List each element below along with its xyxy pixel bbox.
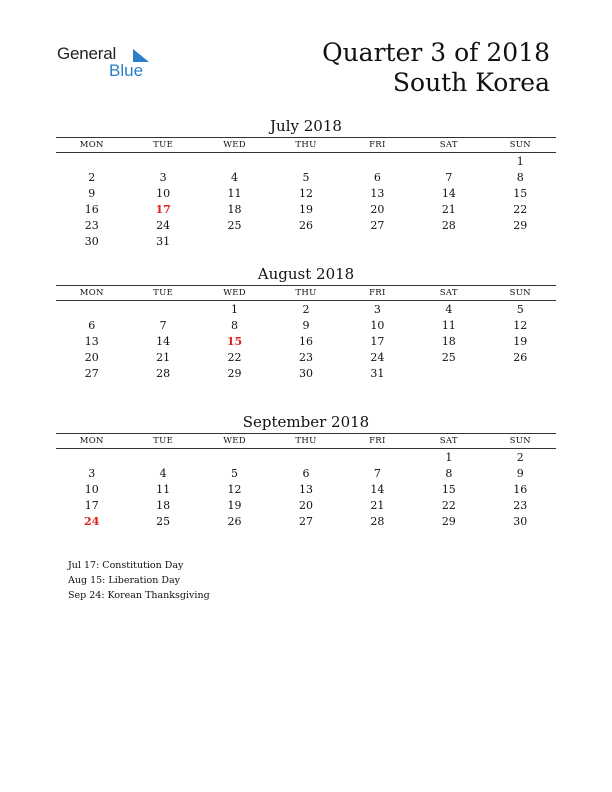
day-cell: 23 [298, 351, 313, 364]
title-country: South Korea [392, 68, 550, 97]
day-cell: 13 [370, 187, 385, 200]
day-cell: 16 [513, 483, 528, 496]
day-cell: 29 [441, 515, 456, 528]
weekday-header [56, 137, 556, 153]
empty-day-cell [342, 450, 413, 466]
holiday-note: Aug 15: Liberation Day [68, 575, 181, 586]
day-cell: 31 [370, 367, 385, 380]
day-cell: 16 [84, 203, 99, 216]
month-title: July 2018 [270, 117, 342, 135]
weekday-label: SUN [509, 288, 531, 298]
day-cell: 30 [513, 515, 528, 528]
week-row [56, 186, 556, 202]
weekday-label: SUN [509, 436, 531, 446]
empty-day-cell [270, 450, 341, 466]
page-title [322, 38, 550, 98]
empty-day-cell [342, 154, 413, 170]
day-cell: 11 [156, 483, 171, 496]
day-cell: 19 [227, 499, 242, 512]
day-cell: 20 [84, 351, 99, 364]
weekday-label: WED [223, 140, 246, 150]
weekday-header [56, 433, 556, 449]
day-cell: 17 [370, 335, 385, 348]
empty-day-cell [127, 154, 198, 170]
empty-day-cell [199, 234, 270, 250]
empty-day-cell [56, 154, 127, 170]
day-cell: 13 [298, 483, 313, 496]
empty-day-cell [485, 234, 556, 250]
day-cell: 6 [373, 171, 381, 184]
day-cell: 25 [156, 515, 171, 528]
month-title: September 2018 [242, 413, 370, 431]
day-cell: 2 [88, 171, 96, 184]
weekday-label: THU [295, 288, 317, 298]
day-cell: 9 [516, 467, 524, 480]
day-cell: 4 [159, 467, 167, 480]
week-row [56, 482, 556, 498]
day-cell: 28 [370, 515, 385, 528]
month-title: August 2018 [257, 265, 355, 283]
empty-day-cell [413, 366, 484, 382]
day-cell: 26 [227, 515, 242, 528]
day-cell: 10 [84, 483, 99, 496]
empty-day-cell [56, 450, 127, 466]
weekday-label: THU [295, 436, 317, 446]
holiday-day-cell: 24 [84, 515, 100, 528]
day-cell: 4 [231, 171, 239, 184]
day-cell: 28 [441, 219, 456, 232]
day-cell: 22 [441, 499, 456, 512]
day-cell: 8 [445, 467, 453, 480]
day-cell: 11 [441, 319, 456, 332]
week-row [56, 218, 556, 234]
day-cell: 20 [370, 203, 385, 216]
day-cell: 5 [231, 467, 239, 480]
week-row [56, 366, 556, 382]
day-cell: 15 [513, 187, 528, 200]
logo-general-text: General [57, 44, 117, 63]
weekday-label: SAT [439, 436, 458, 446]
day-cell: 3 [373, 303, 381, 316]
day-cell: 7 [445, 171, 453, 184]
day-cell: 1 [516, 155, 524, 168]
day-cell: 18 [441, 335, 456, 348]
day-cell: 25 [441, 351, 456, 364]
day-cell: 9 [88, 187, 96, 200]
day-cell: 1 [445, 451, 453, 464]
day-cell: 21 [441, 203, 456, 216]
week-row [56, 234, 556, 250]
day-cell: 9 [302, 319, 310, 332]
weekday-label: TUE [153, 436, 174, 446]
day-cell: 19 [513, 335, 528, 348]
day-cell: 2 [302, 303, 310, 316]
title-quarter: Quarter 3 of 2018 [322, 38, 550, 67]
day-cell: 21 [156, 351, 171, 364]
day-cell: 6 [88, 319, 96, 332]
empty-day-cell [199, 154, 270, 170]
day-cell: 10 [370, 319, 385, 332]
day-cell: 16 [298, 335, 313, 348]
week-row [56, 170, 556, 186]
weekday-label: WED [223, 436, 246, 446]
day-cell: 2 [516, 451, 524, 464]
day-cell: 17 [84, 499, 99, 512]
day-cell: 7 [159, 319, 167, 332]
day-cell: 31 [156, 235, 171, 248]
day-cell: 5 [302, 171, 310, 184]
day-cell: 25 [227, 219, 242, 232]
day-cell: 1 [231, 303, 239, 316]
empty-day-cell [127, 450, 198, 466]
month-grid [56, 301, 556, 382]
week-row [56, 334, 556, 350]
day-cell: 13 [84, 335, 99, 348]
weekday-label: MON [79, 436, 104, 446]
empty-day-cell [199, 450, 270, 466]
month-august [56, 263, 556, 382]
day-cell: 12 [513, 319, 528, 332]
week-row [56, 466, 556, 482]
day-cell: 14 [156, 335, 171, 348]
day-cell: 27 [84, 367, 99, 380]
day-cell: 8 [516, 171, 524, 184]
generalblue-logo [57, 44, 152, 82]
empty-day-cell [485, 366, 556, 382]
empty-day-cell [342, 234, 413, 250]
day-cell: 27 [370, 219, 385, 232]
empty-day-cell [413, 234, 484, 250]
week-row [56, 202, 556, 218]
weekday-label: SAT [439, 288, 458, 298]
week-row [56, 350, 556, 366]
weekday-label: THU [295, 140, 317, 150]
day-cell: 20 [298, 499, 313, 512]
day-cell: 12 [298, 187, 313, 200]
empty-day-cell [56, 302, 127, 318]
week-row [56, 450, 556, 466]
holiday-day-cell: 17 [155, 203, 171, 216]
weekday-label: WED [223, 288, 246, 298]
empty-day-cell [270, 234, 341, 250]
day-cell: 23 [84, 219, 99, 232]
day-cell: 21 [370, 499, 385, 512]
weekday-label: MON [79, 288, 104, 298]
day-cell: 26 [513, 351, 528, 364]
empty-day-cell [413, 154, 484, 170]
day-cell: 23 [513, 499, 528, 512]
day-cell: 15 [441, 483, 456, 496]
week-row [56, 302, 556, 318]
day-cell: 5 [516, 303, 524, 316]
weekday-header [56, 285, 556, 301]
day-cell: 24 [156, 219, 171, 232]
weekday-label: FRI [369, 436, 386, 446]
weekday-label: TUE [153, 288, 174, 298]
empty-day-cell [127, 302, 198, 318]
holiday-note: Jul 17: Constitution Day [68, 560, 184, 571]
week-row [56, 154, 556, 170]
day-cell: 29 [227, 367, 242, 380]
month-grid [56, 153, 556, 250]
day-cell: 18 [227, 203, 242, 216]
logo-blue-text: Blue [109, 61, 144, 80]
day-cell: 18 [156, 499, 171, 512]
day-cell: 28 [156, 367, 171, 380]
day-cell: 6 [302, 467, 310, 480]
month-july [56, 115, 556, 250]
day-cell: 19 [298, 203, 313, 216]
day-cell: 30 [298, 367, 313, 380]
day-cell: 3 [159, 171, 167, 184]
week-row [56, 318, 556, 334]
holiday-day-cell: 15 [226, 335, 243, 348]
day-cell: 26 [298, 219, 313, 232]
weekday-label: MON [79, 140, 104, 150]
weekday-label: SAT [439, 140, 458, 150]
day-cell: 3 [88, 467, 96, 480]
empty-day-cell [270, 154, 341, 170]
weekday-label: FRI [369, 288, 386, 298]
day-cell: 10 [156, 187, 171, 200]
weekday-label: SUN [509, 140, 531, 150]
day-cell: 12 [227, 483, 242, 496]
day-cell: 30 [84, 235, 99, 248]
week-row [56, 498, 556, 514]
day-cell: 29 [513, 219, 528, 232]
day-cell: 14 [441, 187, 456, 200]
day-cell: 8 [231, 319, 239, 332]
month-grid [56, 449, 556, 530]
day-cell: 4 [445, 303, 453, 316]
month-september [56, 411, 556, 530]
holiday-note: Sep 24: Korean Thanksgiving [68, 590, 210, 601]
day-cell: 22 [227, 351, 242, 364]
day-cell: 14 [370, 483, 385, 496]
holiday-notes [68, 558, 210, 603]
day-cell: 27 [298, 515, 313, 528]
week-row [56, 514, 556, 530]
weekday-label: TUE [153, 140, 174, 150]
day-cell: 22 [513, 203, 528, 216]
weekday-label: FRI [369, 140, 386, 150]
day-cell: 24 [370, 351, 385, 364]
day-cell: 11 [227, 187, 242, 200]
day-cell: 7 [373, 467, 381, 480]
